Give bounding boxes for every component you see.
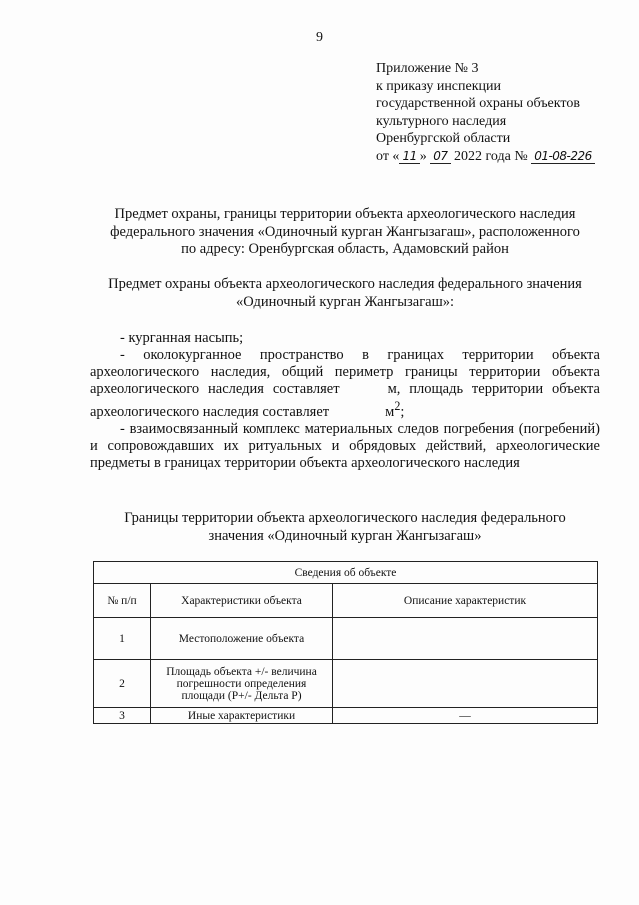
table-caption: Сведения об объекте — [94, 562, 598, 584]
annex-line: государственной охраны объектов — [376, 96, 580, 111]
table-cell: 2 — [94, 660, 151, 708]
object-info-table — [93, 561, 598, 724]
table-cell: — — [333, 708, 598, 724]
table-cell: Площадь объекта +/- величина погрешности определения площади (P+/- Дельта P) — [151, 660, 333, 708]
item2-end: ; — [400, 403, 405, 420]
subject-heading-line: «Одиночный курган Жангызагаш»: — [235, 293, 455, 310]
date-month-handwritten: 07 — [430, 149, 450, 164]
date-year: 2022 года № — [454, 148, 528, 164]
table-cell — [333, 660, 598, 708]
item2-text-a: - околокурганное пространство в границах территории объекта археологического наследия, общий периметр границы территории объекта археологического наследия составляет — [90, 347, 600, 397]
annex-line: культурного наследия — [376, 113, 507, 129]
table-row — [94, 618, 598, 660]
table-row — [94, 660, 598, 708]
item2-text-b: м, площадь территории объекта археологического наследия составляет — [90, 381, 600, 420]
table-header: Описание характеристик — [333, 584, 598, 618]
borders-heading-line: Границы территории объекта археологического наследия федерального — [124, 510, 566, 526]
item2-unit: м — [385, 403, 395, 420]
table-header: Характеристики объекта — [151, 584, 333, 618]
date-mid: » — [419, 148, 427, 164]
annex-line: Оренбургской области — [376, 131, 511, 146]
annex-line: к приказу инспекции — [376, 78, 502, 94]
main-heading-line: по адресу: Оренбургская область, Адамовский район — [181, 241, 509, 257]
main-heading-line: федерального значения «Одиночный курган Жангызагаш», расположенного — [110, 223, 580, 240]
table-row — [94, 708, 598, 724]
table-cell: 1 — [94, 618, 151, 660]
annex-line: Приложение № 3 — [376, 61, 479, 76]
subject-items — [90, 330, 600, 472]
borders-heading — [90, 510, 600, 545]
list-item — [90, 347, 600, 421]
main-heading — [90, 206, 600, 259]
order-number-handwritten: 01-08-226 — [531, 149, 595, 164]
annex-block — [376, 60, 631, 165]
date-prefix: от « — [376, 148, 400, 164]
page-number: 9 — [316, 30, 323, 45]
table-cell: Местоположение объекта — [151, 618, 333, 660]
subject-heading-line: Предмет охраны объекта археологического наследия федерального значения — [108, 276, 582, 292]
subject-heading — [90, 276, 600, 311]
list-item: - курганная насыпь; — [120, 330, 244, 346]
table-cell: Иные характеристики — [151, 708, 333, 724]
list-item: - взаимосвязанный комплекс материальных следов погребения (погребений) и сопровождавших их ритуальных и обрядовых действий, археологические предметы в границах территории объекта археологического наследия — [90, 420, 600, 471]
date-day-handwritten: 11 — [399, 149, 419, 164]
item2-superscript: 2 — [394, 399, 401, 413]
main-heading-line: Предмет охраны, границы территории объекта археологического наследия — [114, 206, 576, 222]
table-header: № п/п — [94, 584, 151, 618]
annex-date-line — [376, 148, 631, 166]
table-cell — [333, 618, 598, 660]
borders-heading-line: значения «Одиночный курган Жангызагаш» — [208, 527, 482, 544]
table-cell: 3 — [94, 708, 151, 724]
